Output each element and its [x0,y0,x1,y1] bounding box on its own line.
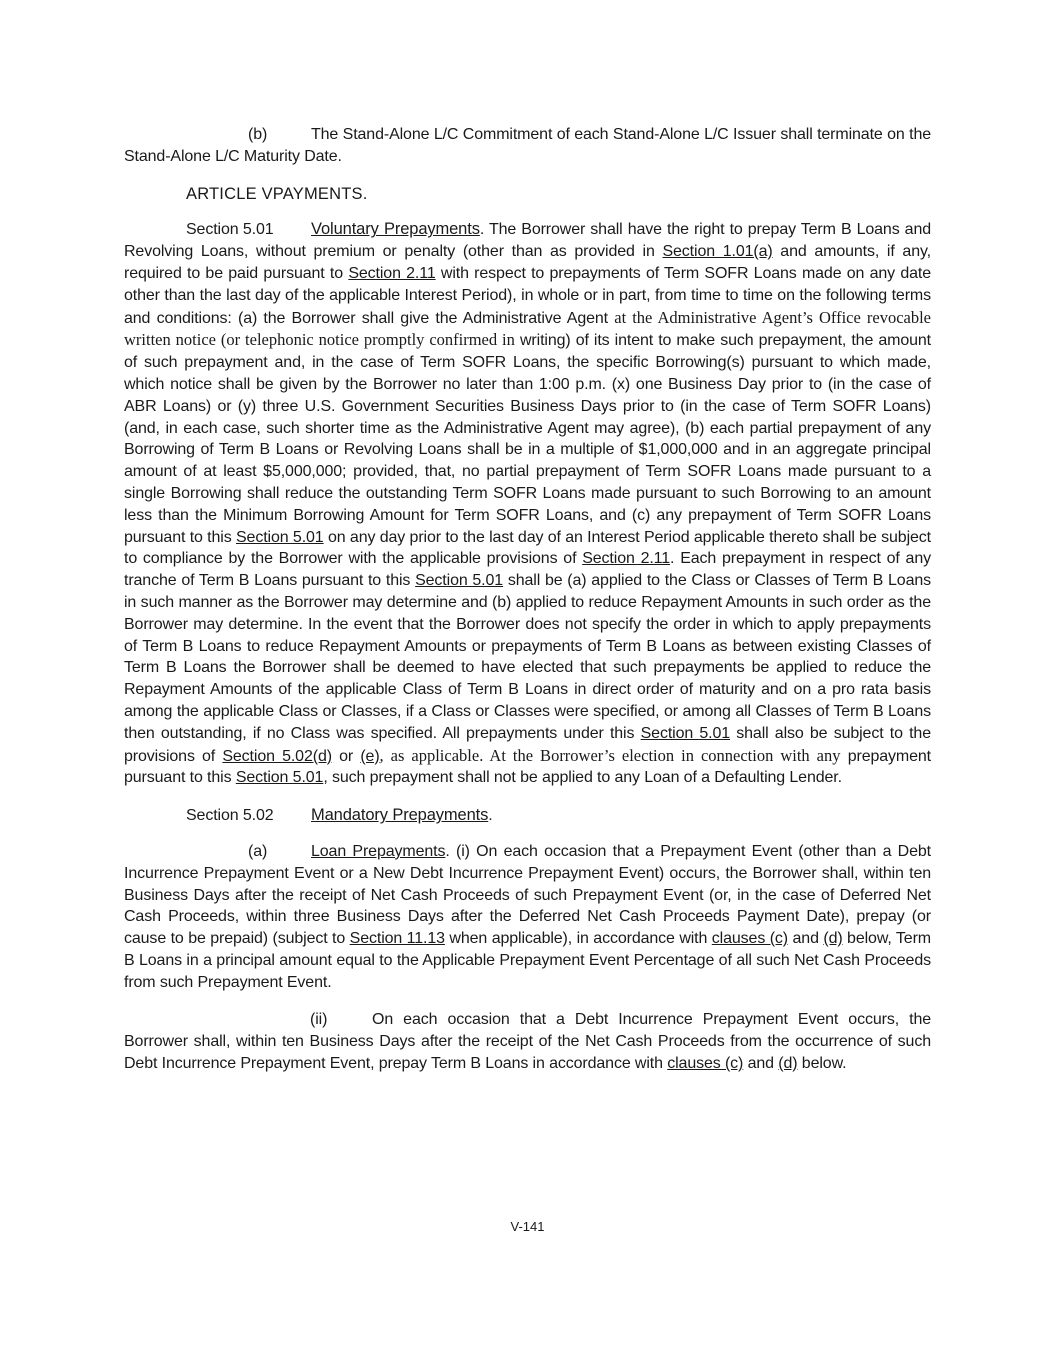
cross-reference-link[interactable]: clauses (c) [711,930,789,948]
section-5-02-a-ii [124,1009,931,1074]
article-heading: ARTICLE VPAYMENTS. [186,184,368,203]
section-text: . The Borrower shall have the right to prepay Term B Loans and Revolving Loans, without premium or penalty (other than as provided in [124,221,932,261]
page-number: V-141 [510,1219,545,1234]
paragraph-text: The Stand-Alone L/C Commitment of each Stand-Alone L/C Issuer shall terminate on the Stand-Alone L/C Maturity Date. [124,126,931,165]
clause-text: On each occasion that a Debt Incurrence Prepayment Event occurs, the Borrower shall, within ten Business Days after the receipt of the Net Cash Proceeds from the occurrence of such Debt Incurrence Prepayment Event, prepay Term B Loans in accordance with [124,1011,931,1073]
clause-label: (a) [248,842,268,860]
clause-text: when applicable), in accordance with [444,930,712,948]
clause-heading: Loan Prepayments [311,842,446,860]
cross-reference-link[interactable]: (e) [360,747,380,765]
section-text: and amounts, if any, required to be paid pursuant to [124,243,931,282]
section-text: shall be (a) applied to the Class or Classes of Term B Loans in such manner as the Borrower may determine and (b) applied to reduce Repayment Amounts in such order as the Borrower may determine. In the event that the Borrower does not specify the order in which to apply prepayments of Term B Loans to reduce Repayment Amounts or prepayments of Term B Loans as between existing Classes of Term B Loans the Borrower shall be deemed to have elected that such prepayments be applied to reduce the Repayment Amounts of the applicable Class of Term B Loans in direct order of maturity and on a pro rata basis among the applicable Class or Classes, if a Class or Classes were specified, or among all Classes of Term B Loans then outstanding, if no Class was specified. All prepayments under this [124,572,932,742]
cross-reference-link[interactable]: clauses (c) [667,1055,744,1073]
section-text: shall also be subject to the provisions of [124,724,931,765]
cross-reference-link[interactable]: Section 1.01(a) [662,243,773,261]
section-heading: Mandatory Prepayments [311,806,489,825]
section-heading-period: . [488,807,493,825]
section-text: . Each prepayment in respect of any tranche of Term B Loans pursuant to this [124,550,931,590]
paragraph-b [124,124,931,168]
clause-text: and [788,930,824,948]
cross-reference-link[interactable]: Section 2.11 [582,550,671,568]
section-text-serif: at the Administrative Agent’s Office revocable written notice (or telephonic notice promptly confirmed in [124,307,931,350]
clause-text: below, Term B Loans in a principal amount equal to the Applicable Prepayment Event Percentage of all such Net Cash Proceeds from such Prepayment Event. [124,930,931,991]
section-5-02-a [124,841,931,994]
cross-reference-link[interactable]: Section 5.01 [236,528,324,546]
section-heading: Voluntary Prepayments [311,220,480,239]
cross-reference-link[interactable]: Section 2.11 [348,264,436,282]
section-text: writing) of its intent to make such prepayment, the amount of such prepayment and, in the case of Term SOFR Loans, the specific Borrowing(s) pursuant to which made, which notice shall be given by the Borrower no later than 1:00 p.m. (x) one Business Day prior to (in the case of ABR Loans) or (y) three U.S. Government Securities Business Days prior to (in the case of Term SOFR Loans) (and, in each case, such shorter time as the Administrative Agent may agree), (b) each partial prepayment of any Borrowing of Term B Loans or Revolving Loans shall be in a multiple of $1,000,000 and in an aggregate principal amount of at least $5,000,000; provided, that, no partial prepayment of Term SOFR Loans made pursuant to a single Borrowing shall reduce the outstanding Term SOFR Loans made pursuant to such Borrowing to an amount less than the Minimum Borrowing Amount for Term SOFR Loans, and (c) any prepayment of Term SOFR Loans pursuant to this [124,332,932,546]
cross-reference-link[interactable]: (d) [778,1055,798,1073]
section-5-01 [124,219,931,789]
section-text: with respect to prepayments of Term SOFR Loans made on any date other than the last day of the applicable Interest Period), in whole or in part, from time to time on the following terms and conditions: (a) the Borrower shall give the Administrative Agent [124,264,932,327]
cross-reference-link[interactable]: Section 5.01 [640,724,731,742]
section-text: on any day prior to the last day of an Interest Period applicable thereto shall be subject to compliance by the Borrower with the applicable provisions of [124,528,931,568]
cross-reference-link[interactable]: Section 5.02(d) [222,747,332,765]
clause-text: . (i) On each occasion that a Prepayment Event (other than a Debt Incurrence Prepayment Event or a New Debt Incurrence Prepayment Event) occurs, the Borrower shall, within ten Business Days after the receipt of Net Cash Proceeds of such Prepayment Event (or, in the case of Deferred Net Cash Proceeds, within three Business Days after the Deferred Net Cash Proceeds Payment Date), prepay (or cause to be prepaid) (subject to [124,842,931,948]
document-page [124,124,931,1091]
cross-reference-link[interactable]: Section 11.13 [349,930,445,948]
paragraph-label: (b) [248,126,268,143]
section-5-02-heading [186,805,931,827]
cross-reference-link[interactable]: Section 5.01 [415,572,504,590]
clause-label: (ii) [310,1011,328,1029]
section-text: or [331,747,361,765]
section-label: Section 5.01 [186,221,274,239]
section-text: prepayment pursuant to this [124,747,932,787]
cross-reference-link[interactable]: Section 5.01 [235,769,324,787]
clause-text: below. [797,1055,847,1073]
section-text-serif: , as applicable. At the Borrower’s election in connection with any [379,745,841,765]
cross-reference-link[interactable]: (d) [823,930,843,948]
clause-text: and [743,1055,779,1073]
section-text: , such prepayment shall not be applied to any Loan of a Defaulting Lender. [323,769,842,787]
section-label: Section 5.02 [186,807,274,825]
